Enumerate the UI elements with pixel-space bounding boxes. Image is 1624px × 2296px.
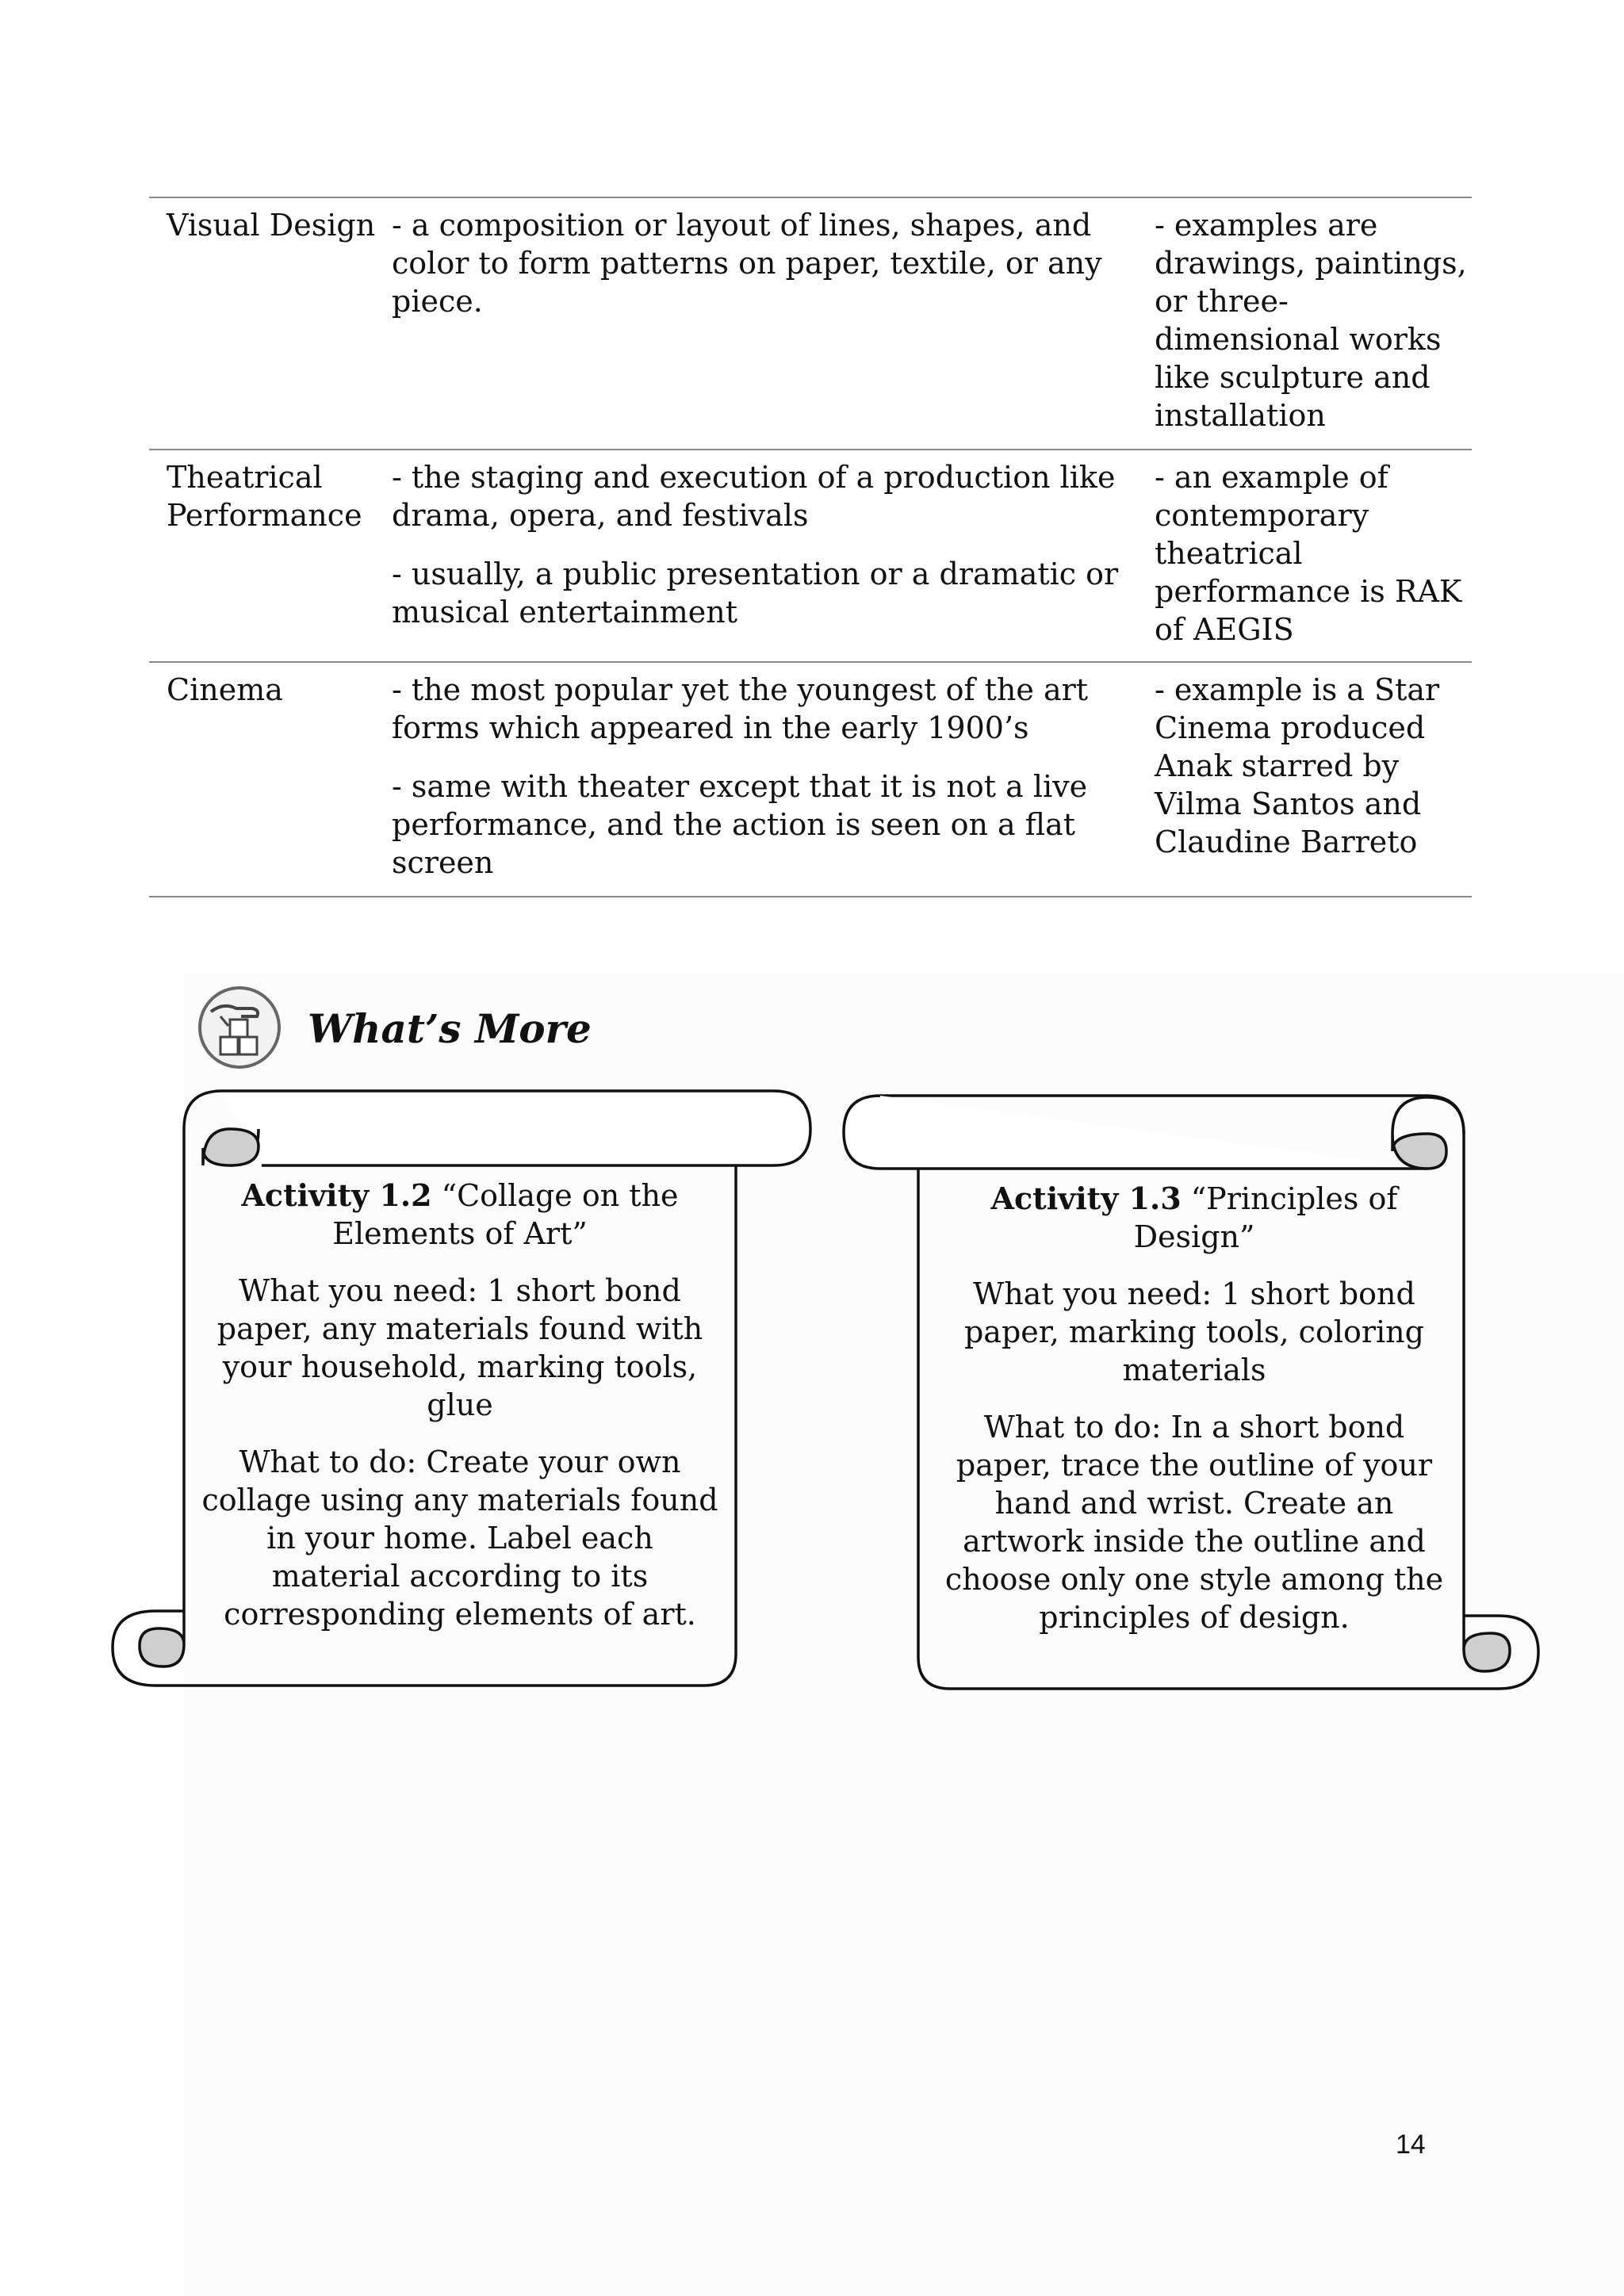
description-line: - usually, a public presentation or a dramatic or musical entertainment [392,557,1119,629]
activity-instructions: What to do: In a short bond paper, trace the outline of your hand and wrist. Create an artwork inside the outline and choose only one style among the principles of design. [944,1410,1444,1635]
activity-title: “Collage on the Elements of Art” [332,1178,679,1251]
activity-title: “Principles of Design” [1133,1181,1398,1254]
activity-heading [200,1177,720,1253]
description-line: - the staging and execution of a production like drama, opera, and festivals [392,460,1116,533]
activity-materials: What you need: 1 short bond paper, marking tools, coloring materials [963,1276,1424,1387]
description-line: - a composition or layout of lines, shapes, and color to form patterns on paper, textile, or any piece. [392,208,1102,319]
activity-label: Activity 1.2 [241,1177,432,1213]
art-form-name: Cinema [167,672,283,707]
art-form-example: - example is a Star Cinema produced Anak starred by Vilma Santos and Claudine Barreto [1155,672,1440,859]
section-title: What’s More [308,1005,592,1052]
activity-label: Activity 1.3 [990,1181,1182,1216]
activity-materials: What you need: 1 short bond paper, any materials found with your household, marking tools, glue [216,1273,703,1422]
page-number: 14 [1396,2130,1426,2160]
activity-heading [936,1180,1453,1256]
art-form-example: - examples are drawings, paintings, or three-dimensional works like sculpture and installation [1155,208,1467,433]
description-line: - the most popular yet the youngest of the art forms which appeared in the early 1900’s [392,672,1089,745]
art-form-example: - an example of contemporary theatrical performance is RAK of AEGIS [1155,460,1462,647]
activity-card [936,1180,1453,1636]
activity-instructions: What to do: Create your own collage using any materials found in your home. Label each material according to its corresponding elements of art. [201,1445,718,1632]
art-form-name: Theatrical Performance [167,460,362,533]
art-form-name: Visual Design [167,208,376,243]
description-line: - same with theater except that it is not a live performance, and the action is seen on a flat screen [392,769,1088,880]
activity-card [200,1177,720,1633]
